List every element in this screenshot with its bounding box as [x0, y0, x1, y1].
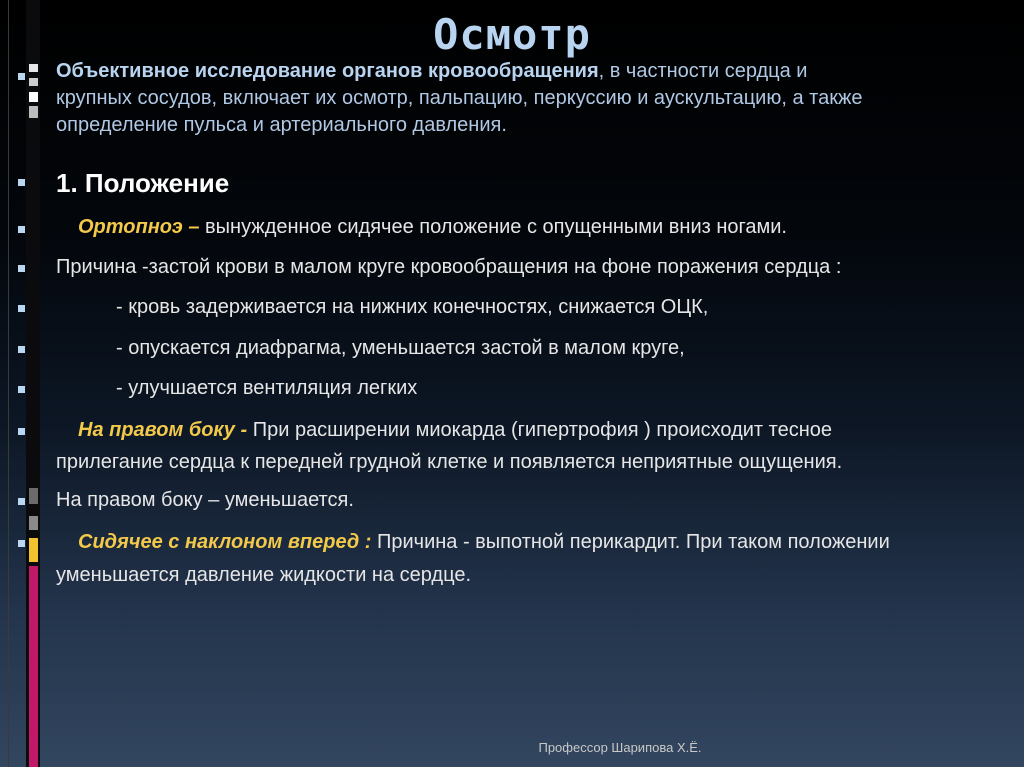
reason-item: - улучшается вентиляция легких: [116, 377, 418, 399]
deco-bar-white-1: [29, 64, 38, 72]
bullet-marker: [18, 540, 25, 547]
right-side-line-2: прилегание сердца к передней грудной клетке и появляется неприятные ощущения.: [56, 451, 843, 473]
reason-item: - опускается диафрагма, уменьшается застой в малом круге,: [116, 337, 685, 359]
section-heading: 1. Положение: [56, 168, 230, 198]
sitting-line-2: уменьшается давление жидкости на сердце.: [56, 564, 472, 586]
deco-bar-yellow: [29, 538, 38, 562]
right-side-text-1: При расширении миокарда (гипертрофия ) происходит тесное: [247, 419, 832, 441]
deco-bar-white-4: [29, 106, 38, 118]
bullet-marker: [18, 73, 25, 80]
bullet-marker: [18, 265, 25, 272]
deco-bar-gray-1: [29, 488, 38, 504]
intro-line-1-rest: , в частности сердца и: [598, 60, 808, 82]
intro-line-3: определение пульса и артериального давления.: [56, 114, 507, 136]
sitting-line-1: [78, 529, 1024, 556]
intro-line-2: крупных сосудов, включает их осмотр, пальпацию, перкуссию и аускультацию, а также: [56, 87, 863, 109]
intro-line-1: [56, 58, 1024, 85]
deco-bar-magenta: [29, 566, 38, 767]
bullet-marker: [18, 305, 25, 312]
deco-bar-white-3: [29, 92, 38, 102]
sitting-term: Сидячее с наклоном вперед :: [78, 531, 372, 553]
reason-item: - кровь задерживается на нижних конечностях, снижается ОЦК,: [116, 296, 709, 318]
bullet-marker: [18, 179, 25, 186]
bullet-marker: [18, 428, 25, 435]
bullet-marker: [18, 226, 25, 233]
bullet-marker: [18, 498, 25, 505]
slide-title: Осмотр: [433, 10, 591, 59]
intro-bold: Объективное исследование органов кровообращения: [56, 60, 599, 82]
left-hairline: [8, 0, 9, 767]
bullet-marker: [18, 346, 25, 353]
right-side-line-1: [78, 417, 1024, 444]
deco-bar-gray-2: [29, 516, 38, 530]
cause-line: Причина -застой крови в малом круге кровообращения на фоне поражения сердца :: [56, 256, 842, 278]
bullet-marker: [18, 386, 25, 393]
footer-author: Профессор Шарипова Х.Ё.: [538, 740, 702, 755]
orthopnea-term: Ортопноэ –: [78, 216, 200, 238]
right-side-term: На правом боку -: [78, 419, 248, 441]
deco-bar-white-2: [29, 78, 38, 86]
orthopnea-text: вынужденное сидячее положение с опущенными вниз ногами.: [199, 216, 787, 238]
sitting-text-1: Причина - выпотной перикардит. При таком положении: [371, 531, 890, 553]
right-side-less-line: На правом боку – уменьшается.: [56, 489, 354, 511]
orthopnea-line: [78, 214, 1024, 241]
